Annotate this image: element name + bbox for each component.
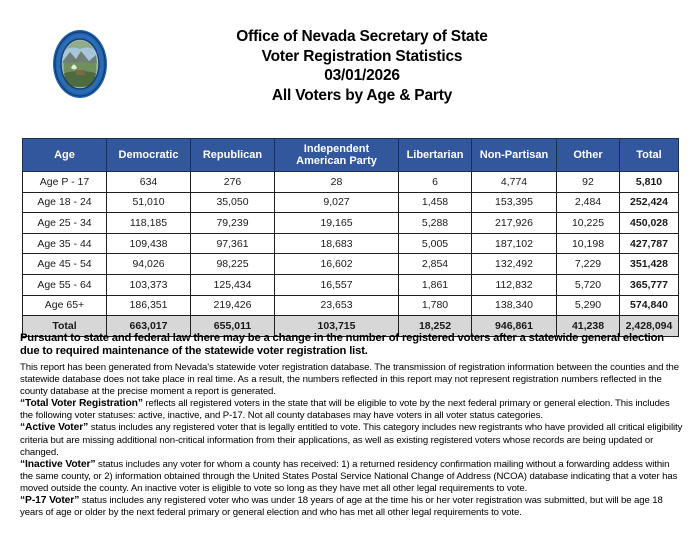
column-header-iap-line2: American Party <box>296 155 377 167</box>
voter-statistics-table-wrapper <box>22 138 678 337</box>
cell-non-partisan: 138,340 <box>472 295 557 316</box>
column-header-iap-line1: Independent <box>303 142 370 155</box>
table-header-row <box>23 139 679 172</box>
column-header-republican[interactable]: Republican <box>191 139 275 172</box>
cell-non-partisan: 217,926 <box>472 213 557 234</box>
cell-democratic: 51,010 <box>107 192 191 213</box>
cell-other: 2,484 <box>557 192 620 213</box>
cell-total: 450,028 <box>620 213 679 234</box>
cell-libertarian: 5,005 <box>399 233 472 254</box>
cell-total-independent-american-party: 103,715 <box>275 316 399 337</box>
column-header-non-partisan[interactable]: Non-Partisan <box>472 139 557 172</box>
table-body <box>23 172 679 337</box>
title-line-1: Office of Nevada Secretary of State <box>236 28 488 45</box>
cell-non-partisan: 187,102 <box>472 233 557 254</box>
cell-libertarian: 1,861 <box>399 274 472 295</box>
footnote-text-active-voter: status includes any registered voter that is legally entitled to vote. This category includes new registrants who have provided all critical eligibility criteria but are missing additional non-critical information from their applications, as well as existing registered voters whose records are being updated or changed. <box>20 422 683 458</box>
column-header-total[interactable]: Total <box>620 139 679 172</box>
footnote-p17-voter <box>20 495 684 519</box>
cell-age: Age 18 - 24 <box>23 192 107 213</box>
cell-age: Age 35 - 44 <box>23 233 107 254</box>
cell-other: 10,225 <box>557 213 620 234</box>
footnote-text-inactive-voter: status includes any voter for whom a county has received: 1) a returned residency confirmation mailing without a forwarding addess within the same county, or 2) information obtained through the United States Postal Service National Change of Address (NCOA) database indicating that a voter has moved outside the county. An inactive voter is eligible to vote so long as they have met all other legal requirements to vote. <box>20 458 678 495</box>
table-row[interactable] <box>23 233 679 254</box>
cell-independent-american-party: 9,027 <box>275 192 399 213</box>
cell-democratic: 109,438 <box>107 233 191 254</box>
cell-independent-american-party: 19,165 <box>275 213 399 234</box>
column-header-age[interactable]: Age <box>23 139 107 172</box>
cell-age: Age 45 - 54 <box>23 254 107 275</box>
cell-other: 7,229 <box>557 254 620 275</box>
cell-other: 5,290 <box>557 295 620 316</box>
cell-total-label: Total <box>23 316 107 337</box>
cell-independent-american-party: 28 <box>275 172 399 193</box>
cell-republican: 276 <box>191 172 275 193</box>
cell-non-partisan: 112,832 <box>472 274 557 295</box>
cell-total-other: 41,238 <box>557 316 620 337</box>
cell-age: Age 25 - 34 <box>23 213 107 234</box>
cell-total: 5,810 <box>620 172 679 193</box>
cell-total: 365,777 <box>620 274 679 295</box>
document-header <box>0 0 700 118</box>
cell-total: 252,424 <box>620 192 679 213</box>
cell-independent-american-party: 16,557 <box>275 274 399 295</box>
page-title-block <box>0 27 700 105</box>
cell-independent-american-party: 23,653 <box>275 295 399 316</box>
footnote-term-active-voter: “Active Voter” <box>20 422 89 434</box>
title-line-2: Voter Registration Statistics <box>261 47 463 65</box>
cell-other: 92 <box>557 172 620 193</box>
footnote-text-p17-voter: status includes any registered voter who was under 18 years of age at the time his or her voter registration was submitted, but will be age 18 years of age or older by the next federal primary or general election and who has met all other legal requirements to vote. <box>20 495 663 519</box>
cell-libertarian: 5,288 <box>399 213 472 234</box>
table-row[interactable] <box>23 213 679 234</box>
cell-total: 351,428 <box>620 254 679 275</box>
cell-total-libertarian: 18,252 <box>399 316 472 337</box>
cell-republican: 98,225 <box>191 254 275 275</box>
cell-libertarian: 2,854 <box>399 254 472 275</box>
cell-non-partisan: 132,492 <box>472 254 557 275</box>
cell-republican: 125,434 <box>191 274 275 295</box>
cell-total: 427,787 <box>620 233 679 254</box>
cell-democratic: 634 <box>107 172 191 193</box>
voter-statistics-table <box>22 138 679 337</box>
footnote-lede: Pursuant to state and federal law there may be a change in the number of registered voters after a statewide general election due to required maintenance of the statewide voter registration list. <box>20 332 664 358</box>
cell-total-non-partisan: 946,861 <box>472 316 557 337</box>
footnotes-block <box>20 332 684 520</box>
column-header-independent-american-party[interactable] <box>275 139 399 172</box>
cell-independent-american-party: 18,683 <box>275 233 399 254</box>
column-header-democratic[interactable]: Democratic <box>107 139 191 172</box>
cell-democratic: 186,351 <box>107 295 191 316</box>
cell-republican: 79,239 <box>191 213 275 234</box>
cell-democratic: 118,185 <box>107 213 191 234</box>
cell-age: Age 65+ <box>23 295 107 316</box>
cell-democratic: 103,373 <box>107 274 191 295</box>
cell-age: Age P - 17 <box>23 172 107 193</box>
table-row[interactable] <box>23 295 679 316</box>
cell-other: 10,198 <box>557 233 620 254</box>
cell-libertarian: 1,780 <box>399 295 472 316</box>
cell-total: 574,840 <box>620 295 679 316</box>
column-header-libertarian[interactable]: Libertarian <box>399 139 472 172</box>
cell-libertarian: 6 <box>399 172 472 193</box>
footnote-term-inactive-voter: “Inactive Voter” <box>20 458 96 470</box>
title-line-4: All Voters by Age & Party <box>271 86 453 104</box>
cell-republican: 35,050 <box>191 192 275 213</box>
cell-grand-total: 2,428,094 <box>620 316 679 337</box>
report-date: 03/01/2026 <box>324 67 400 84</box>
table-row[interactable] <box>23 172 679 193</box>
table-row[interactable] <box>23 254 679 275</box>
footnote-total-voter-registration <box>20 398 684 422</box>
footnote-text-total-voter-registration: reflects all registered voters in the state that will be eligible to vote by the next federal primary or general election. This includes the following voter statuses: active, inactive, and P-17. Not all county databases may have voters in all voter status categories. <box>20 398 670 422</box>
cell-non-partisan: 4,774 <box>472 172 557 193</box>
cell-non-partisan: 153,395 <box>472 192 557 213</box>
cell-independent-american-party: 16,602 <box>275 254 399 275</box>
cell-democratic: 94,026 <box>107 254 191 275</box>
cell-age: Age 55 - 64 <box>23 274 107 295</box>
footnote-term-total-voter-registration: “Total Voter Registration” <box>20 398 143 410</box>
footnote-report-generation: This report has been generated from Nevada's statewide voter registration database. The transmission of registration information between the counties and the statewide database does not take place in real time. As a result, the numbers reflected in this report may not represent registration numbers reflected in the county database at the precise moment a report is generated. <box>20 361 679 397</box>
cell-republican: 97,361 <box>191 233 275 254</box>
cell-total-democratic: 663,017 <box>107 316 191 337</box>
cell-libertarian: 1,458 <box>399 192 472 213</box>
cell-other: 5,720 <box>557 274 620 295</box>
column-header-other[interactable]: Other <box>557 139 620 172</box>
cell-republican: 219,426 <box>191 295 275 316</box>
cell-total-republican: 655,011 <box>191 316 275 337</box>
footnote-term-p17-voter: “P-17 Voter” <box>20 495 80 507</box>
table-row[interactable] <box>23 274 679 295</box>
footnote-active-voter <box>20 422 684 458</box>
footnote-inactive-voter <box>20 459 684 495</box>
table-row[interactable] <box>23 192 679 213</box>
